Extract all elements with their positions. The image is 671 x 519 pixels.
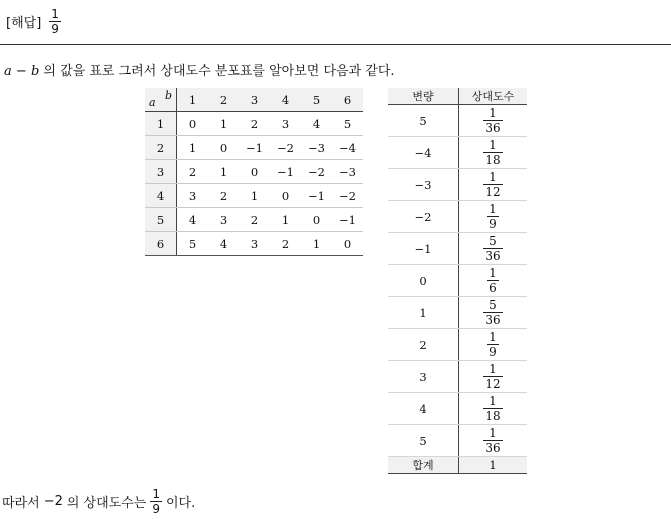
intro-text: 의 값을 표로 그려서 상대도수 분포표를 알아보면 다음과 같다.	[39, 64, 395, 79]
frequency-row	[388, 329, 527, 361]
answer-numerator: 1	[51, 7, 59, 21]
fraction-denominator: 18	[485, 409, 501, 423]
table-cell: 0	[270, 184, 301, 208]
fraction-denominator: 9	[152, 502, 160, 516]
row-header: 4	[145, 184, 177, 208]
column-header: 1	[177, 88, 209, 112]
variable-value: −4	[388, 137, 459, 169]
variable-value: 5	[388, 425, 459, 457]
table-cell: −2	[270, 136, 301, 160]
fraction-denominator: 6	[489, 281, 497, 295]
table-cell: 4	[208, 232, 239, 256]
table-row	[145, 184, 363, 208]
table-row	[145, 112, 363, 136]
fraction-numerator: 1	[152, 487, 160, 501]
fraction-numerator: 1	[489, 106, 497, 120]
frequency-row	[388, 425, 527, 457]
fraction-denominator: 9	[489, 345, 497, 359]
relative-frequency-value	[459, 361, 528, 393]
fraction-numerator: 1	[489, 138, 497, 152]
table-cell: 1	[177, 136, 209, 160]
corner-b-label: b	[164, 89, 172, 102]
variable-value: −2	[388, 201, 459, 233]
column-header: 6	[332, 88, 363, 112]
table-cell: −1	[301, 184, 332, 208]
table-row	[145, 160, 363, 184]
frequency-row	[388, 233, 527, 265]
relative-frequency-header: 상대도수	[459, 88, 528, 105]
variable-header: 변량	[388, 88, 459, 105]
table-cell: 2	[270, 232, 301, 256]
table-cell: 3	[239, 232, 270, 256]
relative-frequency-value	[459, 329, 528, 361]
column-header: 5	[301, 88, 332, 112]
answer-denominator: 9	[51, 22, 59, 36]
relative-frequency-value	[459, 105, 528, 137]
table-cell: 2	[177, 160, 209, 184]
table-cell: 4	[177, 208, 209, 232]
expr-b: b	[30, 64, 40, 79]
table-cell: 3	[208, 208, 239, 232]
table-cell: 1	[208, 160, 239, 184]
row-header: 6	[145, 232, 177, 256]
table-cell: −1	[239, 136, 270, 160]
fraction-numerator: 5	[489, 234, 497, 248]
table-cell: 1	[301, 232, 332, 256]
fraction-denominator: 12	[485, 185, 501, 199]
table-cell: −1	[270, 160, 301, 184]
fraction-numerator: 1	[489, 426, 497, 440]
column-header: 3	[239, 88, 270, 112]
answer-label: [해답]	[6, 16, 42, 31]
row-header: 1	[145, 112, 177, 136]
frequency-row	[388, 393, 527, 425]
intro-sentence	[4, 60, 395, 79]
table-row	[145, 136, 363, 160]
expr-a: a	[4, 64, 12, 79]
table-cell: 1	[239, 184, 270, 208]
relative-frequency-value	[459, 265, 528, 297]
variable-value: 3	[388, 361, 459, 393]
table-cell: −2	[301, 160, 332, 184]
fraction-denominator: 12	[485, 377, 501, 391]
variable-value: 4	[388, 393, 459, 425]
conclusion-prefix: 따라서	[2, 496, 40, 511]
frequency-table-header	[388, 88, 527, 105]
table-row	[145, 232, 363, 256]
fraction-denominator: 36	[485, 121, 501, 135]
conclusion-middle: 의 상대도수는	[66, 496, 147, 511]
table-cell: 3	[270, 112, 301, 136]
conclusion-suffix: 이다.	[165, 496, 196, 511]
table-cell: 2	[208, 184, 239, 208]
table-cell: −1	[332, 208, 363, 232]
table-cell: 4	[301, 112, 332, 136]
table-cell: 1	[208, 112, 239, 136]
table-cell: 2	[239, 208, 270, 232]
variable-value: 2	[388, 329, 459, 361]
total-value: 1	[459, 457, 528, 474]
table-cell: −2	[332, 184, 363, 208]
fraction-numerator: 1	[489, 394, 497, 408]
divider-line	[0, 44, 671, 45]
column-header: 4	[270, 88, 301, 112]
relative-frequency-table	[388, 88, 527, 474]
table-corner-cell	[145, 88, 177, 112]
fraction-numerator: 1	[489, 362, 497, 376]
row-header: 3	[145, 160, 177, 184]
relative-frequency-value	[459, 201, 528, 233]
table-cell: 3	[177, 184, 209, 208]
fraction-numerator: 1	[489, 330, 497, 344]
table-cell: 0	[177, 112, 209, 136]
conclusion-fraction	[150, 488, 162, 515]
variable-value: 0	[388, 265, 459, 297]
relative-frequency-value	[459, 137, 528, 169]
conclusion-value: −2	[43, 494, 63, 509]
difference-table	[145, 88, 363, 256]
table-cell: 1	[270, 208, 301, 232]
difference-table-header	[145, 88, 363, 112]
relative-frequency-value	[459, 169, 528, 201]
total-label: 합계	[388, 457, 459, 474]
table-row	[145, 208, 363, 232]
row-header: 2	[145, 136, 177, 160]
table-cell: −3	[332, 160, 363, 184]
column-header: 2	[208, 88, 239, 112]
conclusion-sentence	[2, 488, 195, 515]
fraction-denominator: 9	[489, 217, 497, 231]
fraction-numerator: 1	[489, 170, 497, 184]
answer-fraction	[49, 8, 61, 35]
relative-frequency-value	[459, 393, 528, 425]
table-cell: 0	[239, 160, 270, 184]
variable-value: 5	[388, 105, 459, 137]
frequency-row	[388, 265, 527, 297]
frequency-row	[388, 169, 527, 201]
table-cell: 2	[239, 112, 270, 136]
fraction-numerator: 5	[489, 298, 497, 312]
corner-a-label: a	[149, 96, 156, 109]
variable-value: −1	[388, 233, 459, 265]
fraction-numerator: 1	[489, 202, 497, 216]
table-cell: 0	[301, 208, 332, 232]
fraction-denominator: 36	[485, 313, 501, 327]
relative-frequency-value	[459, 297, 528, 329]
frequency-row	[388, 105, 527, 137]
table-cell: 0	[208, 136, 239, 160]
table-cell: 0	[332, 232, 363, 256]
expr-op: −	[11, 64, 31, 79]
answer-header	[6, 8, 61, 35]
frequency-row	[388, 137, 527, 169]
table-cell: −3	[301, 136, 332, 160]
frequency-row	[388, 201, 527, 233]
variable-value: 1	[388, 297, 459, 329]
frequency-row	[388, 361, 527, 393]
fraction-denominator: 18	[485, 153, 501, 167]
total-row	[388, 457, 527, 474]
variable-value: −3	[388, 169, 459, 201]
frequency-row	[388, 297, 527, 329]
table-cell: 5	[332, 112, 363, 136]
table-cell: 5	[177, 232, 209, 256]
table-cell: −4	[332, 136, 363, 160]
relative-frequency-value	[459, 425, 528, 457]
fraction-denominator: 36	[485, 249, 501, 263]
row-header: 5	[145, 208, 177, 232]
relative-frequency-value	[459, 233, 528, 265]
fraction-numerator: 1	[489, 266, 497, 280]
fraction-denominator: 36	[485, 441, 501, 455]
